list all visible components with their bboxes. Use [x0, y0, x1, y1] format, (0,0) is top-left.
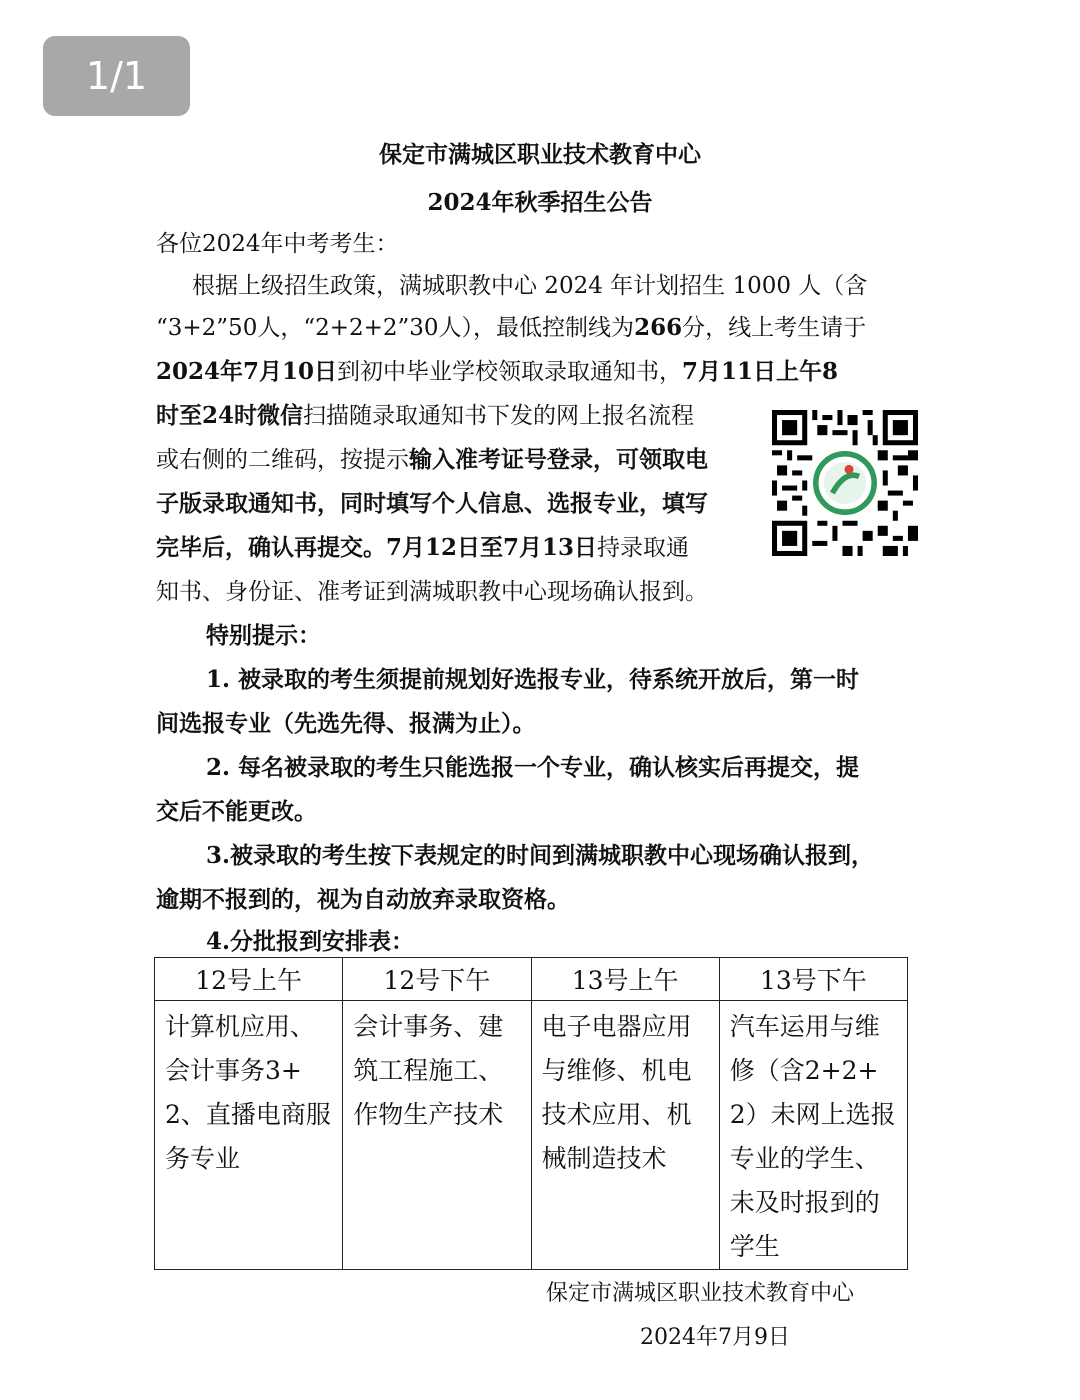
schedule-header: 13号下午	[719, 958, 907, 1001]
note3-line2: 逾期不报到的，视为自动放弃录取资格。	[156, 886, 570, 913]
para1-line1: 根据上级招生政策，满城职教中心 2024 年计划招生 1000 人（含	[192, 273, 868, 299]
qr-code-icon[interactable]	[772, 410, 918, 556]
para1-line4: 时至24时微信扫描随录取通知书下发的网上报名流程	[156, 402, 695, 429]
schedule-cell: 会计事务、建筑工程施工、作物生产技术	[343, 1001, 531, 1270]
schedule-table	[154, 957, 908, 1270]
schedule-row	[155, 1001, 908, 1270]
note1-line1: 1. 被录取的考生须提前规划好选报专业，待系统开放后，第一时	[206, 666, 860, 693]
schedule-cell: 计算机应用、会计事务3+2、直播电商服务专业	[155, 1001, 343, 1270]
schedule-header: 12号下午	[343, 958, 531, 1001]
note2-line1: 2. 每名被录取的考生只能选报一个专业，确认核实后再提交，提	[206, 754, 860, 781]
page-indicator: 1/1	[43, 36, 190, 116]
schedule-cell: 电子电器应用与维修、机电技术应用、机械制造技术	[531, 1001, 719, 1270]
para1-line5: 或右侧的二维码，按提示输入准考证号登录，可领取电	[156, 446, 708, 473]
issuer: 保定市满城区职业技术教育中心	[546, 1281, 855, 1306]
para1-line8: 知书、身份证、准考证到满城职教中心现场确认报到。	[156, 579, 708, 605]
note1-line2: 间选报专业（先选先得、报满为止）。	[156, 710, 536, 737]
schedule-header-row	[155, 958, 908, 1001]
para1-line3: 2024年7月10日到初中毕业学校领取录取通知书，7月11日上午8	[156, 358, 839, 385]
note4: 4.分批报到安排表：	[206, 928, 415, 955]
para1-line7: 完毕后，确认再提交。7月12日至7月13日持录取通	[156, 534, 690, 561]
schedule-header: 12号上午	[155, 958, 343, 1001]
notice-subtitle: 2024年秋季招生公告	[427, 189, 653, 216]
para1-line6: 子版录取通知书，同时填写个人信息、选报专业，填写	[156, 490, 708, 517]
schedule-header: 13号上午	[531, 958, 719, 1001]
note3-line1: 3.被录取的考生按下表规定的时间到满城职教中心现场确认报到，	[206, 842, 875, 869]
greeting: 各位2024年中考考生：	[156, 231, 399, 257]
notes-heading: 特别提示：	[206, 622, 321, 649]
schedule-cell: 汽车运用与维修（含2+2+2）未网上选报专业的学生、未及时报到的学生	[719, 1001, 907, 1270]
note2-line2: 交后不能更改。	[156, 798, 317, 825]
notice-title: 保定市满城区职业技术教育中心	[379, 141, 701, 168]
issue-date: 2024年7月9日	[640, 1325, 790, 1350]
para1-line2: “3+2”50人，“2+2+2”30人），最低控制线为266分，线上考生请于	[156, 314, 867, 341]
